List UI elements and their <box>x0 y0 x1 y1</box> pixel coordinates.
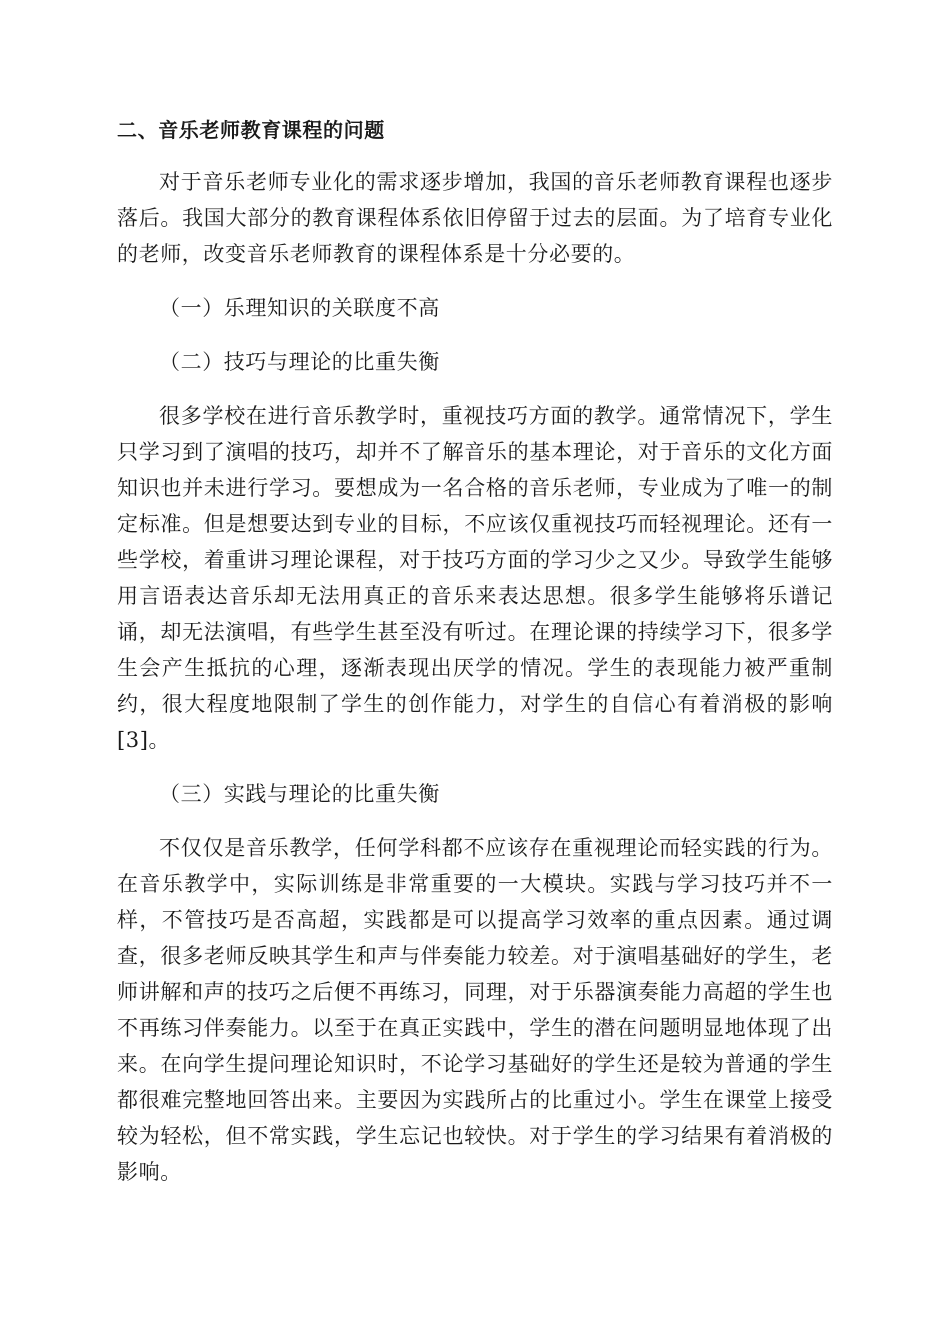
subsection-heading-3: （三）实践与理论的比重失衡 <box>159 782 440 806</box>
subsection-heading-1: （一）乐理知识的关联度不高 <box>159 296 440 320</box>
subsection-2-paragraph: 很多学校在进行音乐教学时，重视技巧方面的教学。通常情况下，学生只学习到了演唱的技巧，却并不了解音乐的基本理论，对于音乐的文化方面知识也并未进行学习。要想成为一名合格的音乐老师，专业成为了唯一的制定标准。但是想要达到专业的目标，不应该仅重视技巧而轻视理论。还有一些学校，着重讲习理论课程，对于技巧方面的学习少之又少。导致学生能够用言语表达音乐却无法用真正的音乐来表达思想。很多学生能够将乐谱记诵，却无法演唱，有些学生甚至没有听过。在理论课的持续学习下，很多学生会产生抵抗的心理，逐渐表现出厌学的情况。学生的表现能力被严重制约，很大程度地限制了学生的创作能力，对学生的自信心有着消极的影响[3]。 <box>117 404 833 752</box>
section-intro-paragraph: 对于音乐老师专业化的需求逐步增加，我国的音乐老师教育课程也逐步落后。我国大部分的教育课程体系依旧停留于过去的层面。为了培育专业化的老师，改变音乐老师教育的课程体系是十分必要的。 <box>117 170 833 266</box>
subsection-heading-2: （二）技巧与理论的比重失衡 <box>159 350 440 374</box>
subsection-3-paragraph: 不仅仅是音乐教学，任何学科都不应该存在重视理论而轻实践的行为。在音乐教学中，实际训练是非常重要的一大模块。实践与学习技巧并不一样，不管技巧是否高超，实践都是可以提高学习效率的重点因素。通过调查，很多老师反映其学生和声与伴奏能力较差。对于演唱基础好的学生，老师讲解和声的技巧之后便不再练习，同理，对于乐器演奏能力高超的学生也不再练习伴奏能力。以至于在真正实践中，学生的潜在问题明显地体现了出来。在向学生提问理论知识时，不论学习基础好的学生还是较为普通的学生都很难完整地回答出来。主要因为实践所占的比重过小。学生在课堂上接受较为轻松，但不常实践，学生忘记也较快。对于学生的学习结果有着消极的影响。 <box>117 836 833 1184</box>
document-page <box>117 112 833 1208</box>
section-heading: 二、音乐老师教育课程的问题 <box>117 118 385 142</box>
